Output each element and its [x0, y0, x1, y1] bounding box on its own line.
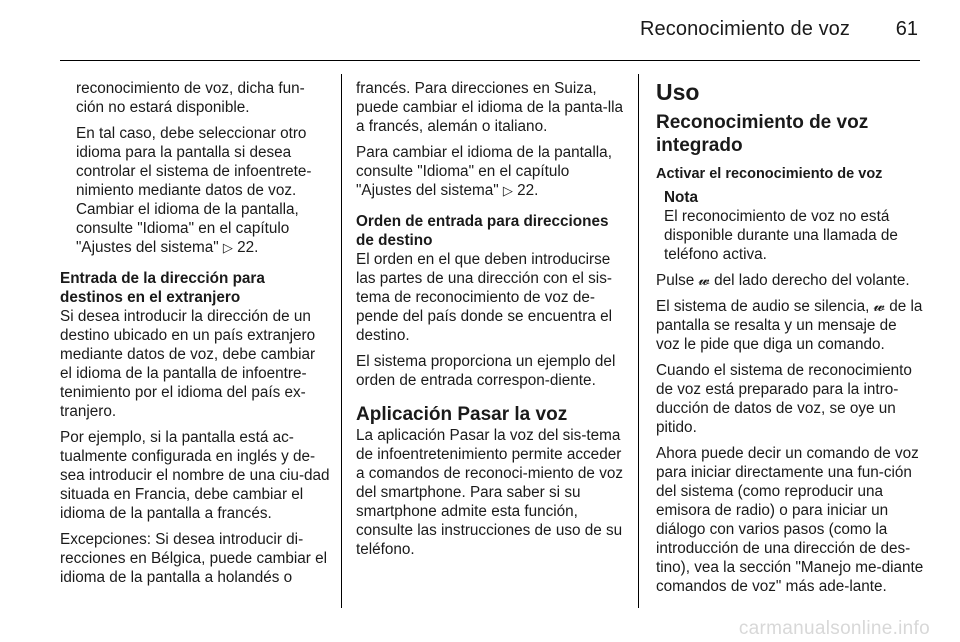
section-subhead: Orden de entrada para direcciones de destino	[356, 213, 609, 249]
paragraph: Si desea introducir la dirección de un destino ubicado en un país extranjero mediante datos de voz, debe cambiar el idioma de la pantalla de infoentre-tenimiento por el idioma del país ex-tranjero.	[60, 308, 316, 420]
arrow-right-icon: ▷	[502, 183, 513, 198]
paragraph: El sistema proporciona un ejemplo del orden de entrada correspon-diente.	[356, 353, 616, 389]
paragraph	[356, 143, 624, 200]
paragraph	[656, 297, 924, 354]
voice-command-icon: 𝔀	[873, 298, 885, 315]
paragraph: La aplicación Pasar la voz del sis-tema de infoentretenimiento permite acceder a comandos de reconoci-miento de voz del smartphone. Para saber si su smartphone admite esta función, consulte las instrucciones de uso de su teléfono.	[356, 427, 623, 558]
column-2	[356, 79, 624, 566]
paragraph-text: de la pantalla se resalta y un mensaje de voz le pide que diga un comando.	[656, 298, 923, 353]
voice-command-icon: 𝔀	[698, 272, 710, 289]
paragraph	[656, 271, 924, 290]
paragraph: El orden en el que deben introducirse las partes de una dirección con el sis-tema de reconocimiento de voz de-pende del país donde se encuentra el destino.	[356, 251, 612, 344]
section-heading: Aplicación Pasar la voz	[356, 404, 568, 425]
column-divider-2	[638, 74, 639, 608]
arrow-right-icon: ▷	[222, 240, 233, 255]
paragraph: Cuando el sistema de reconocimiento de voz está preparado para la intro-ducción de datos de voz, se oye un pitido.	[656, 362, 912, 436]
paragraph	[60, 124, 330, 257]
column-3	[656, 79, 924, 603]
paragraph: francés. Para direcciones en Suiza, puede cambiar el idioma de la panta-lla a francés, alemán o italiano.	[356, 80, 624, 135]
paragraph-text: Para cambiar el idioma de la pantalla, consulte "Idioma" en el capítulo "Ajustes del sistema"	[356, 144, 612, 199]
paragraph-text: En tal caso, debe seleccionar otro idioma para la pantalla si desea controlar el sistema de infoentrete-nimiento mediante datos de voz. Cambiar el idioma de la pantalla, consulte "Idioma" en el capítulo "Ajustes del sistema"	[76, 125, 312, 256]
paragraph: reconocimiento de voz, dicha fun-ción no estará disponible.	[76, 80, 305, 116]
paragraph: Ahora puede decir un comando de voz para iniciar directamente una fun-ción del sistema (como reproducir una emisora de radio) o para iniciar un diálogo con varios pasos (como la introducción de una dirección de des-tino), vea la sección "Manejo me-diante comandos de voz" más ade-lante.	[656, 445, 924, 595]
watermark: carmanualsonline.info	[738, 618, 930, 639]
section-heading: Uso	[656, 79, 700, 105]
page-number: 61	[895, 18, 918, 40]
page-reference[interactable]: 22.	[517, 182, 539, 199]
procedure-heading: Activar el reconocimiento de voz	[656, 166, 883, 182]
note-text: El reconocimiento de voz no está disponible durante una llamada de teléfono activa.	[664, 208, 898, 263]
note-title: Nota	[664, 189, 698, 206]
paragraph-text: Pulse	[656, 272, 695, 289]
section-subhead: Entrada de la dirección para destinos en el extranjero	[60, 270, 265, 306]
page-reference[interactable]: 22.	[237, 239, 259, 256]
section-subheading: Reconocimiento de voz integrado	[656, 112, 869, 156]
column-1	[60, 79, 330, 594]
header-rule	[60, 60, 920, 61]
paragraph: Excepciones: Si desea introducir di-recciones en Bélgica, puede cambiar el idioma de la pantalla a holandés o	[60, 531, 328, 586]
note-box	[656, 188, 924, 264]
page-header-title: Reconocimiento de voz	[640, 18, 850, 40]
paragraph: Por ejemplo, si la pantalla está ac-tualmente configurada en inglés y de-sea introducir el nombre de una ciu-dad situada en Francia, debe cambiar el idioma de la pantalla a francés.	[60, 429, 330, 522]
paragraph-text: del lado derecho del volante.	[714, 272, 910, 289]
paragraph-text: El sistema de audio se silencia,	[656, 298, 870, 315]
column-divider-1	[341, 74, 342, 608]
